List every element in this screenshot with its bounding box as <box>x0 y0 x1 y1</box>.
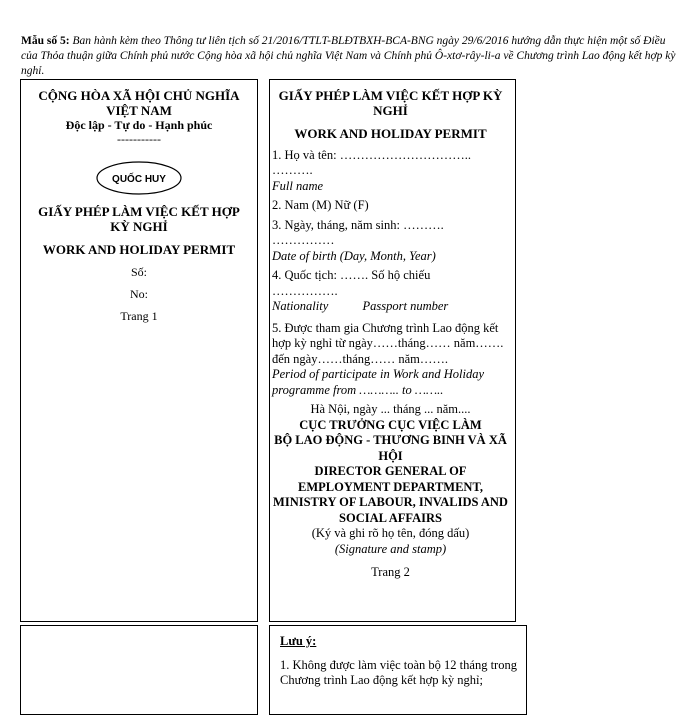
signer-title-vi-2: BỘ LAO ĐỘNG - THƯƠNG BINH VÀ XÃ HỘI <box>274 433 507 463</box>
emblem-icon <box>95 160 183 196</box>
title-en: WORK AND HOLIDAY PERMIT <box>42 242 236 257</box>
signer-title-en: DIRECTOR GENERAL OF EMPLOYMENT DEPARTMENT, MINISTRY OF LABOUR, INVALIDS AND SOCIAL AFFAIRS <box>273 464 508 525</box>
field-period-en: Period of participate in Work and Holiday programme from ……….. to …….. <box>272 367 485 397</box>
serial-label-vi: Số: <box>130 265 147 279</box>
intro-body: Ban hành kèm theo Thông tư liên tịch số 21/2016/TTLT-BLĐTBXH-BCA-BNG ngày 29/6/2016 hướng dẫn thực hiện một số Điều của Thỏa thuận giữa Chính phủ nước Cộng hòa xã hội chủ nghĩa Việt Nam và Chính phủ Ô-xtơ-rây-li-a về Chương trình Lao động kết hợp kỳ nghỉ. <box>21 35 676 77</box>
motto: Độc lập - Tự do - Hạnh phúc <box>65 118 213 132</box>
note-title: Lưu ý: <box>280 634 317 648</box>
field-period: 5. Được tham gia Chương trình Lao động kết hợp kỳ nghỉ từ ngày……tháng…… năm……. đến ngày……tháng…… năm……. <box>272 320 504 366</box>
field-nationality-passport: 4. Quốc tịch: ……. Số hộ chiếu <box>272 268 431 282</box>
permit-page-1 <box>20 79 258 622</box>
field-full-name-cont: ………. <box>272 163 313 177</box>
field-dob: 3. Ngày, tháng, năm sinh: ………. <box>272 217 444 232</box>
permit-page-2 <box>269 79 516 622</box>
note-1: 1. Không được làm việc toàn bộ 12 tháng trong Chương trình Lao động kết hợp kỳ nghỉ; <box>280 657 517 687</box>
page-number: Trang 2 <box>371 565 410 579</box>
field-nationality-passport-cont: ……………. <box>272 283 338 298</box>
field-full-name: 1. Họ và tên: ………………………….. <box>272 147 471 162</box>
emblem-label: QUỐC HUY <box>112 174 166 185</box>
form-number-label: Mẫu số 5: <box>21 35 70 47</box>
nation-line-2: VIỆT NAM <box>106 103 172 118</box>
field-nationality-en: Nationality <box>272 299 329 313</box>
title-vi: GIẤY PHÉP LÀM VIỆC KẾT HỢP KỲ NGHỈ <box>278 88 503 118</box>
signer-title-vi-1: CỤC TRƯỞNG CỤC VIỆC LÀM <box>299 417 482 432</box>
intro-text <box>21 34 683 79</box>
field-passport-en: Passport number <box>362 299 449 313</box>
title-vi: GIẤY PHÉP LÀM VIỆC KẾT HỢP KỲ NGHỈ <box>38 204 240 234</box>
field-full-name-en: Full name <box>272 178 324 193</box>
page-number: Trang 1 <box>120 309 158 323</box>
permit-page-4 <box>269 625 527 715</box>
field-dob-en: Date of birth (Day, Month, Year) <box>272 248 436 263</box>
field-sex: 2. Nam (M) Nữ (F) <box>272 198 369 212</box>
signature-note-vi: (Ký và ghi rõ họ tên, đóng dấu) <box>311 526 470 540</box>
national-emblem <box>95 160 183 196</box>
permit-page-3 <box>20 625 258 715</box>
place-date: Hà Nội, ngày ... tháng ... năm.... <box>310 402 471 416</box>
title-en: WORK AND HOLIDAY PERMIT <box>294 126 487 141</box>
nation-line-1: CỘNG HÒA XÃ HỘI CHỦ NGHĨA <box>38 88 240 103</box>
signature-note-en: (Signature and stamp) <box>334 541 447 556</box>
serial-label-en: No: <box>130 287 148 301</box>
divider: ----------- <box>117 132 161 146</box>
field-dob-cont: …………… <box>272 233 335 247</box>
